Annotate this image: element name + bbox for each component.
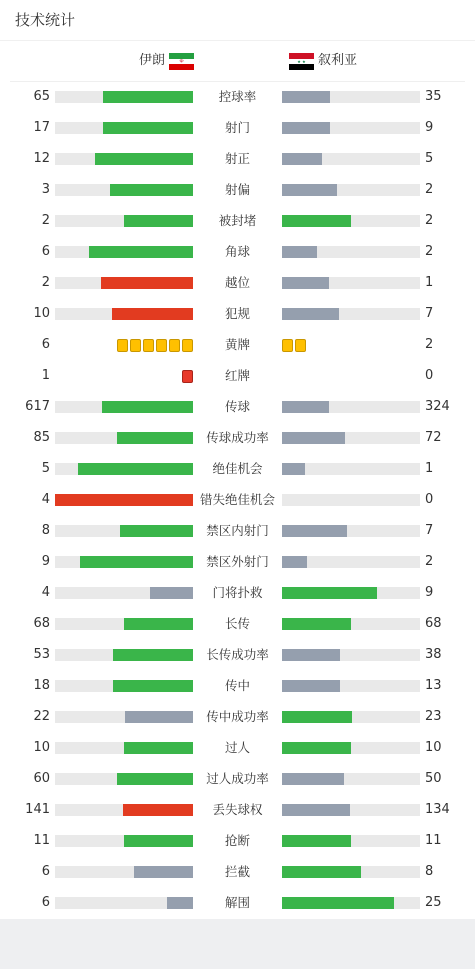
away-stat-bar — [282, 742, 420, 754]
home-stat-bar-fill — [124, 618, 193, 630]
home-stat-value: 53 — [33, 647, 50, 662]
home-stat-value: 85 — [33, 430, 50, 445]
away-stat-bar — [282, 153, 420, 165]
home-stat-value: 2 — [41, 213, 50, 228]
away-stat-bar-fill — [282, 618, 351, 630]
yellow-card-icon — [130, 339, 141, 352]
stat-row — [0, 454, 475, 485]
away-stat-bar — [282, 308, 420, 320]
home-stat-bar-fill — [150, 587, 193, 599]
stat-label: 红牌 — [224, 368, 250, 383]
stat-row — [0, 795, 475, 826]
red-card-icon — [182, 370, 193, 383]
yellow-card-icon — [156, 339, 167, 352]
away-stat-bar — [282, 835, 420, 847]
away-stat-value: 68 — [425, 616, 442, 631]
away-stat-bar — [282, 587, 420, 599]
home-stat-value: 68 — [33, 616, 50, 631]
home-stat-value: 12 — [33, 151, 50, 166]
home-stat-bar — [55, 277, 193, 289]
home-stat-bar-fill — [102, 401, 193, 413]
home-stat-value: 18 — [33, 678, 50, 693]
away-stat-bar-fill — [282, 122, 330, 134]
yellow-card-icon — [143, 339, 154, 352]
home-stat-bar-fill — [113, 680, 193, 692]
away-stat-value: 1 — [425, 275, 434, 290]
stat-label: 角球 — [224, 244, 250, 259]
stat-row — [0, 361, 475, 392]
away-stat-bar-fill — [282, 153, 322, 165]
home-stat-bar-fill — [167, 897, 193, 909]
stat-label: 解围 — [224, 895, 250, 910]
away-stat-value: 13 — [425, 678, 442, 693]
stat-label: 丢失球权 — [212, 802, 263, 817]
stat-label: 犯规 — [224, 306, 250, 321]
yellow-card-icon — [117, 339, 128, 352]
home-stat-bar-fill — [117, 432, 193, 444]
stat-label: 黄牌 — [224, 337, 250, 352]
stat-label: 门将扑救 — [212, 585, 263, 600]
stat-row — [0, 640, 475, 671]
away-stat-value: 7 — [425, 523, 434, 538]
away-stat-bar-fill — [282, 184, 337, 196]
away-stat-value: 23 — [425, 709, 442, 724]
home-stat-bar-fill — [110, 184, 193, 196]
home-stat-bar — [55, 432, 193, 444]
away-stat-value: 7 — [425, 306, 434, 321]
home-stat-value: 11 — [33, 833, 50, 848]
home-stat-bar-fill — [124, 742, 193, 754]
away-stat-bar-fill — [282, 432, 345, 444]
away-stat-value: 2 — [425, 244, 434, 259]
yellow-card-icon — [169, 339, 180, 352]
home-stat-bar — [55, 835, 193, 847]
stat-row — [0, 485, 475, 516]
home-stat-value: 10 — [33, 740, 50, 755]
away-stat-value: 8 — [425, 864, 434, 879]
home-stat-value: 8 — [41, 523, 50, 538]
home-stat-value: 10 — [33, 306, 50, 321]
stat-row — [0, 764, 475, 795]
stat-label: 长传成功率 — [206, 647, 269, 662]
stat-label: 禁区外射门 — [206, 554, 269, 569]
stat-label: 错失绝佳机会 — [199, 492, 275, 507]
home-cards — [182, 370, 193, 383]
away-stat-bar-fill — [282, 556, 307, 568]
home-stat-bar — [55, 494, 193, 506]
stat-row — [0, 671, 475, 702]
away-stat-bar — [282, 432, 420, 444]
home-stat-value: 22 — [33, 709, 50, 724]
stat-label: 传中 — [224, 678, 250, 693]
away-stat-bar — [282, 866, 420, 878]
away-stat-value: 2 — [425, 337, 434, 352]
away-stat-bar — [282, 556, 420, 568]
away-stat-bar — [282, 184, 420, 196]
stat-row — [0, 423, 475, 454]
home-stat-value: 4 — [41, 585, 50, 600]
away-stat-bar — [282, 91, 420, 103]
stat-row — [0, 733, 475, 764]
home-stat-bar — [55, 122, 193, 134]
home-stat-value: 9 — [41, 554, 50, 569]
home-stat-bar — [55, 463, 193, 475]
home-stat-bar — [55, 742, 193, 754]
away-stat-value: 0 — [425, 492, 434, 507]
stat-label: 传中成功率 — [206, 709, 269, 724]
stat-row — [0, 144, 475, 175]
away-stat-bar — [282, 494, 420, 506]
away-stat-value: 10 — [425, 740, 442, 755]
away-stat-bar — [282, 463, 420, 475]
stat-row — [0, 206, 475, 237]
away-stat-bar — [282, 773, 420, 785]
team-header — [0, 41, 475, 81]
home-stat-value: 17 — [33, 120, 50, 135]
away-stat-value: 50 — [425, 771, 442, 786]
away-stat-bar-fill — [282, 587, 377, 599]
stat-label: 长传 — [224, 616, 250, 631]
away-stat-bar-fill — [282, 897, 394, 909]
home-team-name: 伊朗 — [138, 53, 165, 68]
away-stat-bar-fill — [282, 711, 352, 723]
home-stat-value: 65 — [33, 89, 50, 104]
away-stat-value: 9 — [425, 120, 434, 135]
home-stat-value: 3 — [41, 182, 50, 197]
away-stat-value: 9 — [425, 585, 434, 600]
away-stat-bar-fill — [282, 680, 340, 692]
home-stat-value: 6 — [41, 337, 50, 352]
stat-row — [0, 392, 475, 423]
away-stat-value: 11 — [425, 833, 442, 848]
home-stat-bar — [55, 773, 193, 785]
away-stat-bar — [282, 804, 420, 816]
stat-label: 过人成功率 — [206, 771, 269, 786]
away-stat-bar-fill — [282, 866, 361, 878]
away-stat-value: 1 — [425, 461, 434, 476]
stat-label: 传球成功率 — [206, 430, 269, 445]
away-stat-bar — [282, 711, 420, 723]
away-stat-bar-fill — [282, 91, 330, 103]
away-stat-bar-fill — [282, 525, 347, 537]
home-cards — [117, 339, 193, 352]
away-stat-value: 5 — [425, 151, 434, 166]
stat-label: 绝佳机会 — [212, 461, 263, 476]
home-stat-bar-fill — [78, 463, 193, 475]
stat-row — [0, 547, 475, 578]
away-stat-bar-fill — [282, 835, 351, 847]
home-stat-bar-fill — [103, 91, 193, 103]
stat-row — [0, 268, 475, 299]
home-stat-bar — [55, 153, 193, 165]
away-stat-bar — [282, 215, 420, 227]
away-stat-value: 38 — [425, 647, 442, 662]
stat-label: 控球率 — [218, 89, 257, 104]
yellow-card-icon — [282, 339, 293, 352]
home-stat-bar-fill — [80, 556, 193, 568]
stat-label: 射门 — [224, 120, 250, 135]
home-stat-bar — [55, 246, 193, 258]
away-stat-bar-fill — [282, 215, 351, 227]
home-stat-bar — [55, 556, 193, 568]
home-stat-bar-fill — [134, 866, 193, 878]
home-stat-bar-fill — [103, 122, 193, 134]
away-stat-bar-fill — [282, 463, 305, 475]
stat-label: 越位 — [224, 275, 250, 290]
away-stat-value: 2 — [425, 213, 434, 228]
away-stat-bar — [282, 122, 420, 134]
stat-row — [0, 516, 475, 547]
home-stat-bar — [55, 680, 193, 692]
stat-label: 射偏 — [224, 182, 250, 197]
iran-flag-icon — [169, 53, 194, 70]
home-stat-bar — [55, 897, 193, 909]
stat-row — [0, 237, 475, 268]
stat-label: 被封堵 — [218, 213, 257, 228]
away-stat-bar-fill — [282, 401, 329, 413]
away-team-name: 叙利亚 — [318, 53, 358, 68]
stat-row — [0, 175, 475, 206]
stat-label: 禁区内射门 — [206, 523, 269, 538]
home-stat-bar-fill — [120, 525, 193, 537]
stat-row — [0, 578, 475, 609]
home-stat-bar-fill — [123, 804, 193, 816]
away-stat-bar-fill — [282, 742, 351, 754]
home-stat-value: 6 — [41, 244, 50, 259]
home-stat-bar — [55, 587, 193, 599]
flag-emblem: ☫ — [179, 58, 184, 64]
home-stat-value: 6 — [41, 864, 50, 879]
home-stat-bar — [55, 215, 193, 227]
away-stat-bar — [282, 649, 420, 661]
home-stat-bar-fill — [89, 246, 193, 258]
home-stat-bar — [55, 184, 193, 196]
stat-row — [0, 299, 475, 330]
stat-label: 过人 — [224, 740, 250, 755]
stat-label: 射正 — [224, 151, 250, 166]
stat-row — [0, 888, 475, 919]
away-stat-value: 2 — [425, 554, 434, 569]
home-stat-bar-fill — [125, 711, 193, 723]
home-stat-bar — [55, 401, 193, 413]
home-stat-bar — [55, 308, 193, 320]
stat-row — [0, 702, 475, 733]
home-stat-value: 6 — [41, 895, 50, 910]
home-stat-bar-fill — [95, 153, 193, 165]
yellow-card-icon — [295, 339, 306, 352]
home-stat-bar — [55, 525, 193, 537]
away-stat-bar-fill — [282, 308, 339, 320]
home-stat-value: 617 — [25, 399, 50, 414]
stat-label: 传球 — [224, 399, 250, 414]
away-cards — [282, 339, 306, 352]
stat-label: 抢断 — [224, 833, 250, 848]
home-stat-value: 4 — [41, 492, 50, 507]
home-stat-value: 5 — [41, 461, 50, 476]
away-stat-value: 35 — [425, 89, 442, 104]
home-stat-bar-fill — [55, 494, 193, 506]
home-stat-bar-fill — [113, 649, 193, 661]
away-stat-bar-fill — [282, 773, 344, 785]
away-stat-bar-fill — [282, 649, 340, 661]
away-stat-value: 25 — [425, 895, 442, 910]
away-stat-bar — [282, 525, 420, 537]
home-stat-value: 1 — [41, 368, 50, 383]
away-stat-bar-fill — [282, 804, 350, 816]
home-stat-bar — [55, 91, 193, 103]
stat-row — [0, 857, 475, 888]
home-stat-value: 141 — [25, 802, 50, 817]
home-stat-bar — [55, 649, 193, 661]
away-stat-bar-fill — [282, 277, 329, 289]
home-stat-bar-fill — [124, 835, 193, 847]
away-stat-value: 72 — [425, 430, 442, 445]
stat-row — [0, 330, 475, 361]
away-stat-bar-fill — [282, 246, 317, 258]
stat-row — [0, 826, 475, 857]
home-stat-bar-fill — [112, 308, 193, 320]
home-stat-bar-fill — [101, 277, 193, 289]
away-stat-bar — [282, 897, 420, 909]
stat-row — [0, 609, 475, 640]
away-stat-bar — [282, 680, 420, 692]
stats-list — [0, 82, 475, 919]
stat-row — [0, 82, 475, 113]
stat-label: 拦截 — [224, 864, 250, 879]
yellow-card-icon — [182, 339, 193, 352]
section-title: 技术统计 — [15, 11, 76, 29]
home-stat-bar-fill — [124, 215, 193, 227]
away-stat-bar — [282, 246, 420, 258]
away-stat-value: 2 — [425, 182, 434, 197]
away-stat-value: 324 — [425, 399, 450, 414]
home-stat-value: 60 — [33, 771, 50, 786]
flag-stars: ★ ★ — [297, 58, 306, 64]
syria-flag-icon — [289, 53, 314, 70]
home-stat-value: 2 — [41, 275, 50, 290]
away-stat-value: 134 — [425, 802, 450, 817]
home-stat-bar — [55, 866, 193, 878]
away-stat-bar — [282, 618, 420, 630]
away-stat-bar — [282, 401, 420, 413]
home-stat-bar — [55, 804, 193, 816]
away-stat-value: 0 — [425, 368, 434, 383]
home-stat-bar — [55, 711, 193, 723]
home-stat-bar-fill — [117, 773, 193, 785]
away-stat-bar — [282, 277, 420, 289]
stat-row — [0, 113, 475, 144]
home-stat-bar — [55, 618, 193, 630]
